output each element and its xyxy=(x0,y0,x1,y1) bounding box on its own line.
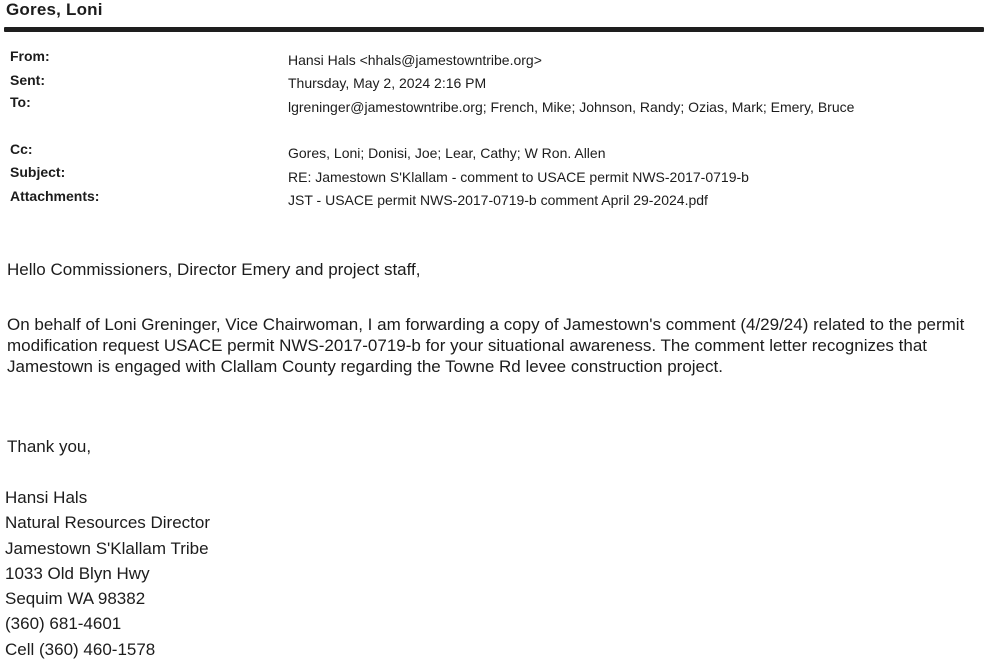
to-value: lgreninger@jamestowntribe.org; French, Mike; Johnson, Randy; Ozias, Mark; Emery, Bruce xyxy=(288,99,855,115)
from-value: Hansi Hals <hhals@jamestowntribe.org> xyxy=(288,52,542,68)
signature-block xyxy=(5,485,210,662)
signature-title: Natural Resources Director xyxy=(5,513,211,533)
to-label: To: xyxy=(10,94,31,110)
greeting-text: Hello Commissioners, Director Emery and project staff, xyxy=(7,260,421,279)
subject-label: Subject: xyxy=(10,164,66,180)
cc-value: Gores, Loni; Donisi, Joe; Lear, Cathy; W Ron. Allen xyxy=(288,145,606,161)
signature-name: Hansi Hals xyxy=(5,488,88,507)
subject-value: RE: Jamestown S'Klallam - comment to USACE permit NWS-2017-0719-b xyxy=(288,169,749,185)
cc-label: Cc: xyxy=(10,141,33,157)
signature-street: 1033 Old Blyn Hwy xyxy=(5,563,150,583)
mailbox-owner-name: Gores, Loni xyxy=(6,0,103,19)
sent-label: Sent: xyxy=(10,72,45,88)
header-divider xyxy=(4,27,984,32)
closing-text: Thank you, xyxy=(7,437,92,456)
sent-value: Thursday, May 2, 2024 2:16 PM xyxy=(288,75,487,91)
from-label: From: xyxy=(10,48,50,64)
signature-organization: Jamestown S'Klallam Tribe xyxy=(5,538,209,558)
signature-city: Sequim WA 98382 xyxy=(5,589,146,609)
body-paragraph: On behalf of Loni Greninger, Vice Chairwoman, I am forwarding a copy of Jamestown's comment (4/29/24) related to the permit modification request USACE permit NWS-2017-0719-b for your situational awareness. The comment letter recognizes that Jamestown is engaged with Clallam County regarding the Towne Rd levee construction project. xyxy=(7,315,965,376)
signature-cell: Cell (360) 460-1578 xyxy=(5,639,156,659)
signature-phone: (360) 681-4601 xyxy=(5,614,122,634)
attachments-label: Attachments: xyxy=(10,188,100,204)
attachment-file[interactable]: JST - USACE permit NWS-2017-0719-b comment April 29-2024.pdf xyxy=(288,192,708,208)
